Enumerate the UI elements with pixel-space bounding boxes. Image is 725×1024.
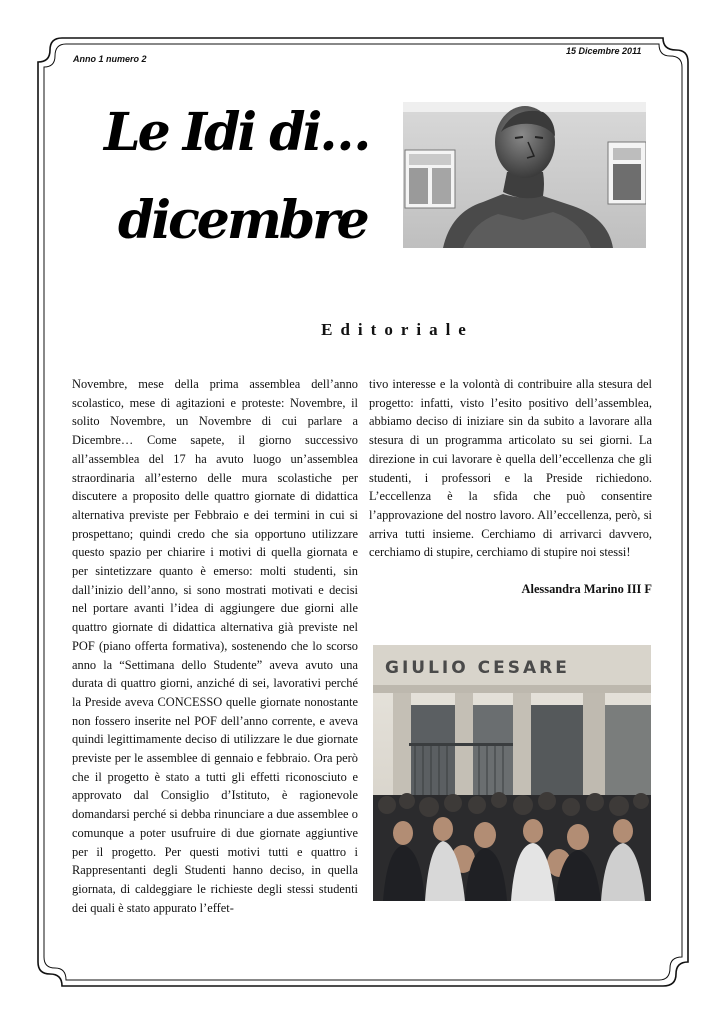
issue-date: 15 Dicembre 2011 [566,46,642,56]
statue-photo [403,102,646,248]
article-column-left: Novembre, mese della prima assemblea dell’anno scolastico, mese di agitazioni e proteste: Novembre, il solito Novembre, un Novembre di cui parlare a Dicembre… Come sapete, il giorno successivo all’assemblea del 17 ha avuto luogo un’assemblea straordinaria all’esterno delle mura scolastiche per discutere a proposito delle quattro giornate di didattica alternativa previste per Febbraio e dei termini in cui si prospettano; quindi credo che sia opportuno utilizzare questo spazio per chiarire i motivi di quella giornata e per sintetizzare quanto è emerso: molti studenti, sin dall’inizio dell’anno, si sono mostrati motivati e decisi nel portare avanti l’idea di aggiungere due giorni alle quattro giornate di didattica alternativa già previste nel POF (piano offerta formativa), sostenendo che lo scorso anno la “Settimana dello Studente” aveva avuto una durata di quattro giorni, anziché di sei, lavorativi perché la Preside aveva CONCESSO quelle giornate nonostante non fossero inserite nel POF dell’anno corrente, e aveva quindi legittimamente deciso di utilizzare le due giornate previste per le assemblee di gennaio e febbraio. Ora però che il progetto è stato a tutti gli effetti riconosciuto e approvato dal Consiglio d’Istituto, è ragionevole domandarsi perché si debba rinunciare a due assemblee o comunque a poter usufruire di due giornate aggiuntive per il progetto. Per questi motivi tutti e quattro i Rappresentanti degli Studenti hanno deciso, in quella giornata, di caldeggiare le richieste degli stessi studenti dei quali è stato appurato l’effet- [72,377,358,915]
crowd-photo [373,645,651,901]
school-sign: GIULIO CESARE [385,658,570,678]
window-right [608,142,646,204]
issue-number: Anno 1 numero 2 [73,54,147,64]
masthead-title-line2: dicembre [118,190,367,251]
window-left [405,150,455,208]
article-author: Alessandra Marino III F [521,582,652,596]
section-title-editoriale: Editoriale [321,320,474,339]
masthead-title-line1: Le Idi di… [104,102,369,163]
article-column-right: tivo interesse e la volontà di contribuire alla stesura del progetto: infatti, visto l’esito positivo dell’assemblea, abbiamo deciso di iniziare sin da subito a lavorare alla stesura di un programma articolato su sei giorni. La direzione in cui lavorare è quella dell’eccellenza che gli studenti, i professori e la Preside richiedono. L’eccellenza è la sfida che può consentire l’approvazione del nostro lavoro. All’eccellenza, però, si arriva tutti insieme. Cerchiamo di arrivarci davvero, cerchiamo di stupire, cerchiamo di stupire noi stessi! [369,377,652,560]
